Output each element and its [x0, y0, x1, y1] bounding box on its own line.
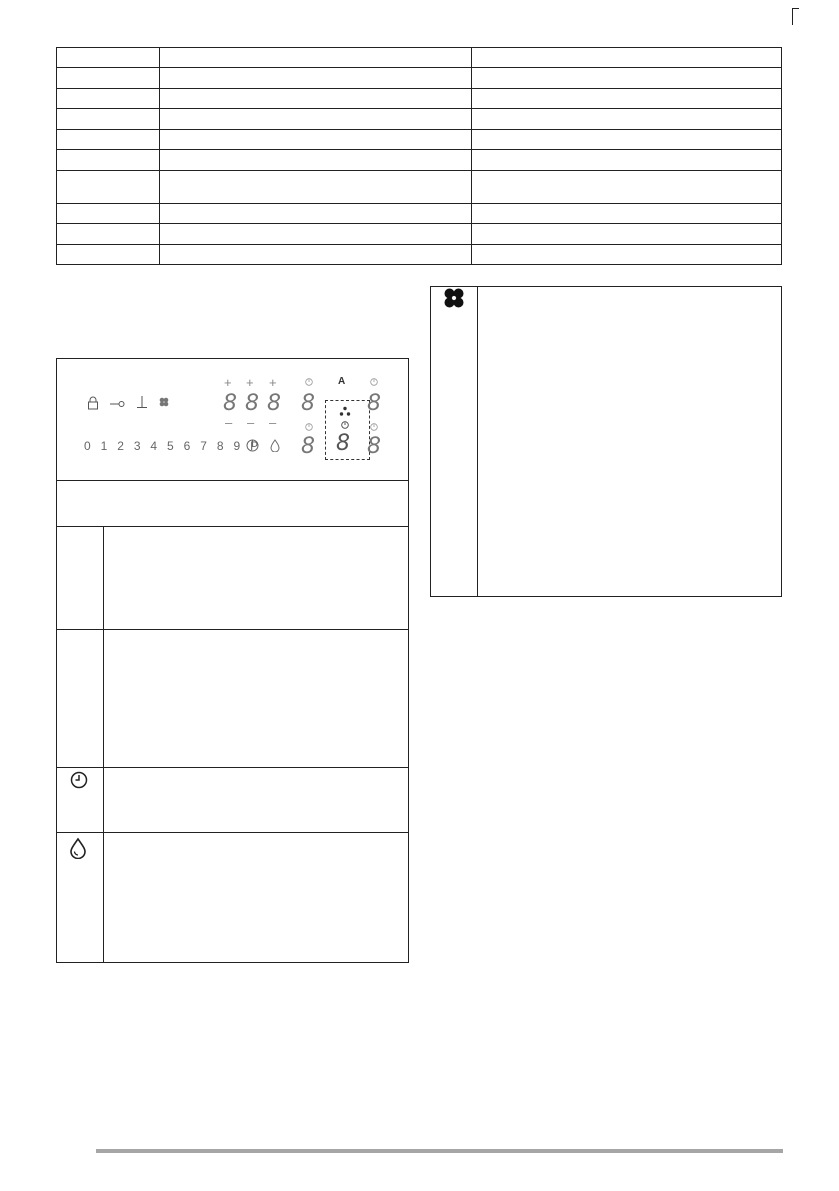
symbol-table [56, 526, 409, 963]
timer-icon [370, 423, 378, 431]
caption-cell [56, 480, 409, 527]
hood-control-highlight [325, 400, 370, 460]
timer-display-digit: 8 [367, 434, 381, 459]
timer-display-digit: 8 [301, 434, 315, 459]
table-row [57, 68, 782, 89]
hood-symbol-table [430, 286, 782, 597]
auto-label: A [338, 376, 346, 387]
water-drop-icon [69, 837, 87, 859]
symbol-column-divider [477, 286, 478, 597]
key-icon [109, 400, 125, 408]
row-divider [56, 832, 409, 833]
timer-icon [305, 423, 313, 431]
flower-icon [443, 288, 465, 308]
plus-symbol: + [246, 375, 254, 390]
control-panel-illustration [56, 358, 409, 481]
table-row [57, 150, 782, 171]
minus-symbol: – [247, 415, 255, 430]
table-row [57, 224, 782, 245]
zone-display-digit: 8 [267, 391, 281, 416]
symbol-column-divider [103, 526, 104, 963]
pause-icon [136, 396, 148, 409]
minus-symbol: – [269, 415, 277, 430]
table-row [57, 245, 782, 265]
table-row [57, 109, 782, 130]
power-level-scale: 0 1 2 3 4 5 6 7 8 9 P [84, 439, 262, 453]
table-row [57, 171, 782, 204]
timer-icon [305, 378, 313, 386]
page-corner-marker [786, 8, 800, 26]
timer-display-digit: 8 [367, 391, 381, 416]
plus-symbol: + [224, 375, 232, 390]
timer-icon [70, 771, 88, 789]
lock-icon [87, 396, 99, 410]
power-icon [246, 438, 259, 452]
table-row [57, 89, 782, 109]
row-divider [56, 767, 409, 768]
water-drop-icon [270, 439, 280, 452]
timer-icon [341, 421, 349, 429]
zone-display-digit: 8 [245, 391, 259, 416]
fan-icon [339, 406, 351, 417]
table-row [57, 204, 782, 224]
timer-icon [370, 378, 378, 386]
table-row [57, 130, 782, 150]
timer-display-digit: 8 [301, 391, 315, 416]
table-row [57, 48, 782, 68]
row-divider [56, 629, 409, 630]
zone-display-digit: 8 [223, 391, 237, 416]
minus-symbol: – [225, 415, 233, 430]
hood-display-digit: 8 [336, 431, 350, 456]
footer-bar [96, 1149, 783, 1153]
top-table [56, 47, 782, 265]
flower-icon [159, 397, 169, 407]
plus-symbol: + [269, 375, 277, 390]
